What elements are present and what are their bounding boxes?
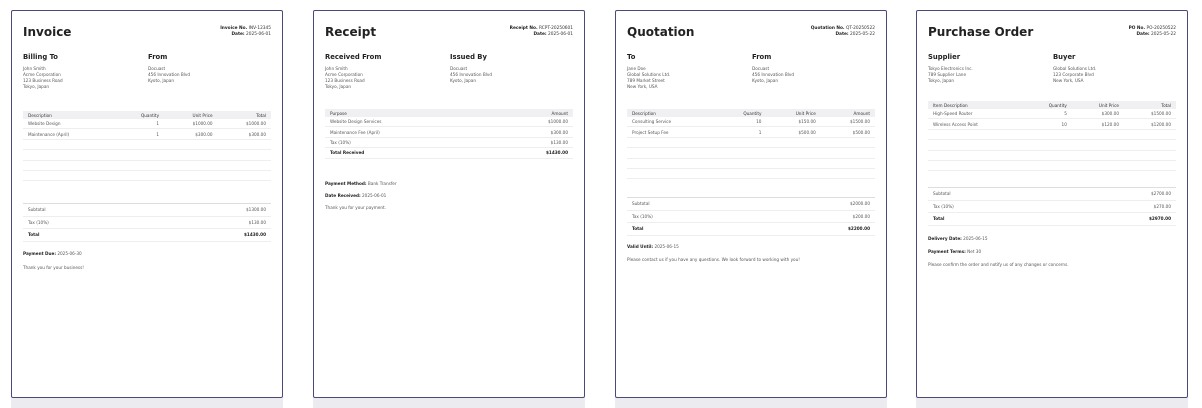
table-row-empty — [23, 150, 271, 160]
address-line: 456 Innovation Blvd — [752, 72, 794, 77]
address-line: Tokyo, Japan — [23, 84, 50, 89]
total-row — [325, 148, 573, 158]
to-title: To — [627, 53, 636, 61]
payment-due-value: 2025-06-30 — [57, 251, 82, 256]
date-received-label: Date Received: — [325, 193, 361, 198]
table-row-empty — [627, 148, 875, 158]
subtotal-label: Subtotal — [23, 204, 145, 217]
receipt-document — [313, 10, 585, 398]
cell: 10 — [716, 117, 767, 127]
payment-due — [23, 251, 82, 256]
table-header-row — [928, 101, 1176, 109]
cell: Tax (10%) — [325, 137, 488, 147]
cell: High-Speed Router — [928, 109, 1023, 119]
table-row — [928, 109, 1176, 119]
column-header: Total — [218, 111, 271, 119]
payment-terms-value: Net 30 — [967, 249, 982, 254]
document-number: PO-20250522 — [1146, 26, 1176, 31]
total-row — [627, 223, 875, 236]
closing-note: Please confirm the order and notify us of any changes or concerns. — [928, 262, 1069, 267]
table-row — [23, 129, 271, 139]
total-label: Total Received — [325, 148, 488, 158]
from-address — [148, 66, 190, 84]
document-number: QT-20250522 — [845, 26, 875, 31]
total-label: Total — [23, 229, 145, 242]
cell: $1000.00 — [488, 117, 573, 127]
address-line: New York, USA — [1053, 78, 1084, 83]
total-label: Total — [928, 213, 1050, 226]
table-row-empty — [23, 170, 271, 180]
document-title: Purchase Order — [928, 25, 1034, 39]
address-line: Tokyo, Japan — [325, 84, 352, 89]
address-line: 123 Business Road — [325, 78, 365, 83]
table-row-empty — [928, 150, 1176, 160]
table-row-empty — [627, 168, 875, 178]
cell: $300.00 — [218, 129, 271, 139]
page-footer-strip — [313, 398, 585, 408]
cell: Consulting Service — [627, 117, 716, 127]
date-label: Date: — [533, 32, 547, 37]
quotation-document — [615, 10, 887, 398]
table-row — [928, 119, 1176, 129]
column-header: Quantity — [114, 111, 164, 119]
thank-you-note: Thank you for your business! — [23, 265, 84, 270]
purchase-order-document — [916, 10, 1188, 398]
total-row — [928, 213, 1176, 226]
table-row-empty — [928, 160, 1176, 170]
document-title: Quotation — [627, 25, 695, 39]
to-address — [627, 66, 670, 90]
cell: Website Design Services — [325, 117, 488, 127]
address-line: John Smith — [325, 66, 348, 71]
address-line: 456 Innovation Blvd — [148, 72, 190, 77]
total-row — [23, 229, 271, 242]
table-row — [627, 127, 875, 137]
column-header: Amount — [821, 109, 875, 117]
address-line: Docuast — [450, 66, 468, 71]
billing-to-address — [23, 66, 63, 90]
valid-until-value: 2025-06-15 — [654, 244, 679, 249]
table-row-empty — [928, 129, 1176, 139]
cell: $1000.00 — [218, 119, 271, 129]
document-title: Receipt — [325, 25, 377, 39]
payment-due-label: Payment Due: — [23, 251, 56, 256]
table-row-empty — [627, 158, 875, 168]
table-row — [325, 117, 573, 127]
tax-label: Tax (10%) — [23, 216, 145, 229]
address-line: Docuast — [148, 66, 166, 71]
received-from-title: Received From — [325, 53, 382, 61]
total-value: $1430.00 — [145, 229, 271, 242]
address-line: Global Solutions Ltd. — [1053, 66, 1097, 71]
column-header: Unit Price — [766, 109, 820, 117]
address-line: Tokyo, Japan — [928, 78, 955, 83]
totals-table — [23, 203, 271, 242]
address-line: Acme Corporation — [325, 72, 363, 77]
cell: $300.00 — [488, 127, 573, 137]
cell: $1200.00 — [1124, 119, 1176, 129]
issued-by-title: Issued By — [450, 53, 487, 61]
number-label: Invoice No. — [220, 26, 248, 31]
address-line: 789 Supplier Lane — [928, 72, 967, 77]
column-header: Quantity — [716, 109, 767, 117]
tax-value: $200.00 — [749, 210, 875, 223]
tax-value: $130.00 — [145, 216, 271, 229]
date-label: Date: — [1136, 32, 1150, 37]
subtotal-value: $1300.00 — [145, 204, 271, 217]
column-header: Unit Price — [1072, 101, 1124, 109]
line-items-table — [23, 111, 271, 181]
table-header-row — [627, 109, 875, 117]
cell: 5 — [1023, 109, 1072, 119]
subtotal-row — [23, 204, 271, 217]
cell: Maintenance (April) — [23, 129, 114, 139]
page-footer-strip — [615, 398, 887, 408]
number-label: Receipt No. — [509, 26, 538, 31]
buyer-address — [1053, 66, 1096, 84]
cell: $130.00 — [488, 137, 573, 147]
column-header: Item Description — [928, 101, 1023, 109]
cell: 1 — [716, 127, 767, 137]
delivery-date-label: Delivery Date: — [928, 236, 962, 241]
column-header: Quantity — [1023, 101, 1072, 109]
number-label: Quotation No. — [810, 26, 845, 31]
table-row-empty — [627, 137, 875, 147]
payment-items-table — [325, 109, 573, 159]
document-meta — [1129, 26, 1176, 38]
line-items-table — [928, 101, 1176, 171]
page-footer-strip — [916, 398, 1188, 408]
document-meta — [220, 26, 271, 38]
total-value: $2200.00 — [749, 223, 875, 236]
address-line: Kyoto, Japan — [752, 78, 779, 83]
address-line: New York, USA — [627, 84, 658, 89]
cell: $500.00 — [766, 127, 820, 137]
subtotal-value: $2700.00 — [1050, 188, 1176, 201]
address-line: 123 Corporate Blvd — [1053, 72, 1094, 77]
cell: Project Setup Fee — [627, 127, 716, 137]
document-date: 2025-05-22 — [1151, 32, 1176, 37]
address-line: John Smith — [23, 66, 46, 71]
cell: Website Design — [23, 119, 114, 129]
table-row — [325, 137, 573, 147]
from-title: From — [752, 53, 772, 61]
subtotal-value: $2000.00 — [749, 198, 875, 211]
address-line: Kyoto, Japan — [148, 78, 175, 83]
buyer-title: Buyer — [1053, 53, 1076, 61]
table-row — [627, 117, 875, 127]
invoice-document — [11, 10, 283, 398]
page-footer-strip — [11, 398, 283, 408]
document-date: 2025-06-01 — [246, 32, 271, 37]
cell: $1000.00 — [164, 119, 218, 129]
address-line: 123 Business Road — [23, 78, 63, 83]
column-header: Description — [23, 111, 114, 119]
subtotal-row — [627, 198, 875, 211]
number-label: PO No. — [1128, 26, 1146, 31]
date-received-value: 2025-06-01 — [362, 193, 387, 198]
payment-terms-label: Payment Terms: — [928, 249, 966, 254]
total-label: Total — [627, 223, 749, 236]
date-received — [325, 193, 386, 198]
payment-terms — [928, 249, 981, 254]
supplier-title: Supplier — [928, 53, 961, 61]
payment-method — [325, 181, 397, 186]
total-value: $2970.00 — [1050, 213, 1176, 226]
date-label: Date: — [835, 32, 849, 37]
document-date: 2025-05-22 — [850, 32, 875, 37]
tax-row — [23, 216, 271, 229]
cell: Maintenance Fee (April) — [325, 127, 488, 137]
address-line: Kyoto, Japan — [450, 78, 477, 83]
subtotal-row — [928, 188, 1176, 201]
table-header-row — [23, 111, 271, 119]
tax-label: Tax (10%) — [627, 210, 749, 223]
from-title: From — [148, 53, 168, 61]
delivery-date-value: 2025-06-15 — [963, 236, 988, 241]
column-header: Purpose — [325, 109, 488, 117]
column-header: Total — [1124, 101, 1176, 109]
tax-row — [627, 210, 875, 223]
total-value: $1430.00 — [488, 148, 573, 158]
line-items-table — [627, 109, 875, 179]
issued-by-address — [450, 66, 492, 84]
cell: 1 — [114, 129, 164, 139]
totals-table — [627, 197, 875, 236]
document-meta — [510, 26, 573, 38]
thank-you-note: Thank you for your payment. — [325, 205, 387, 210]
column-header: Description — [627, 109, 716, 117]
cell: $500.00 — [821, 127, 875, 137]
address-line: Global Solutions Ltd. — [627, 72, 671, 77]
cell: 10 — [1023, 119, 1072, 129]
address-line: Tokyo Electronics Inc. — [928, 66, 973, 71]
tax-value: $270.00 — [1050, 200, 1176, 213]
table-row — [325, 127, 573, 137]
document-title: Invoice — [23, 25, 72, 39]
date-label: Date: — [231, 32, 245, 37]
cell: $150.00 — [766, 117, 820, 127]
table-header-row — [325, 109, 573, 117]
address-line: Acme Corporation — [23, 72, 61, 77]
received-from-address — [325, 66, 365, 90]
valid-until-label: Valid Until: — [627, 244, 654, 249]
cell: $1500.00 — [821, 117, 875, 127]
billing-to-title: Billing To — [23, 53, 58, 61]
tax-label: Tax (10%) — [928, 200, 1050, 213]
subtotal-label: Subtotal — [627, 198, 749, 211]
subtotal-label: Subtotal — [928, 188, 1050, 201]
supplier-address — [928, 66, 973, 84]
totals-table — [928, 187, 1176, 226]
cell: $120.00 — [1072, 119, 1124, 129]
cell: $300.00 — [1072, 109, 1124, 119]
cell: $1500.00 — [1124, 109, 1176, 119]
address-line: 789 Market Street — [627, 78, 665, 83]
cell: Wireless Access Point — [928, 119, 1023, 129]
payment-method-value: Bank Transfer — [367, 181, 397, 186]
from-address — [752, 66, 794, 84]
document-date: 2025-06-01 — [548, 32, 573, 37]
cell: 1 — [114, 119, 164, 129]
document-number: INV-12345 — [248, 26, 271, 31]
table-row — [23, 119, 271, 129]
address-line: Jane Doe — [627, 66, 646, 71]
document-number: RCPT-20250601 — [538, 26, 573, 31]
closing-note: Please contact us if you have any questions. We look forward to working with you! — [627, 257, 800, 262]
document-meta — [811, 26, 875, 38]
address-line: 456 Innovation Blvd — [450, 72, 492, 77]
table-row-empty — [928, 140, 1176, 150]
column-header: Unit Price — [164, 111, 218, 119]
cell: $300.00 — [164, 129, 218, 139]
delivery-date — [928, 236, 988, 241]
tax-row — [928, 200, 1176, 213]
table-row-empty — [23, 160, 271, 170]
payment-method-label: Payment Method: — [325, 181, 367, 186]
column-header: Amount — [488, 109, 573, 117]
address-line: Docuast — [752, 66, 770, 71]
valid-until — [627, 244, 679, 249]
table-row-empty — [23, 139, 271, 149]
